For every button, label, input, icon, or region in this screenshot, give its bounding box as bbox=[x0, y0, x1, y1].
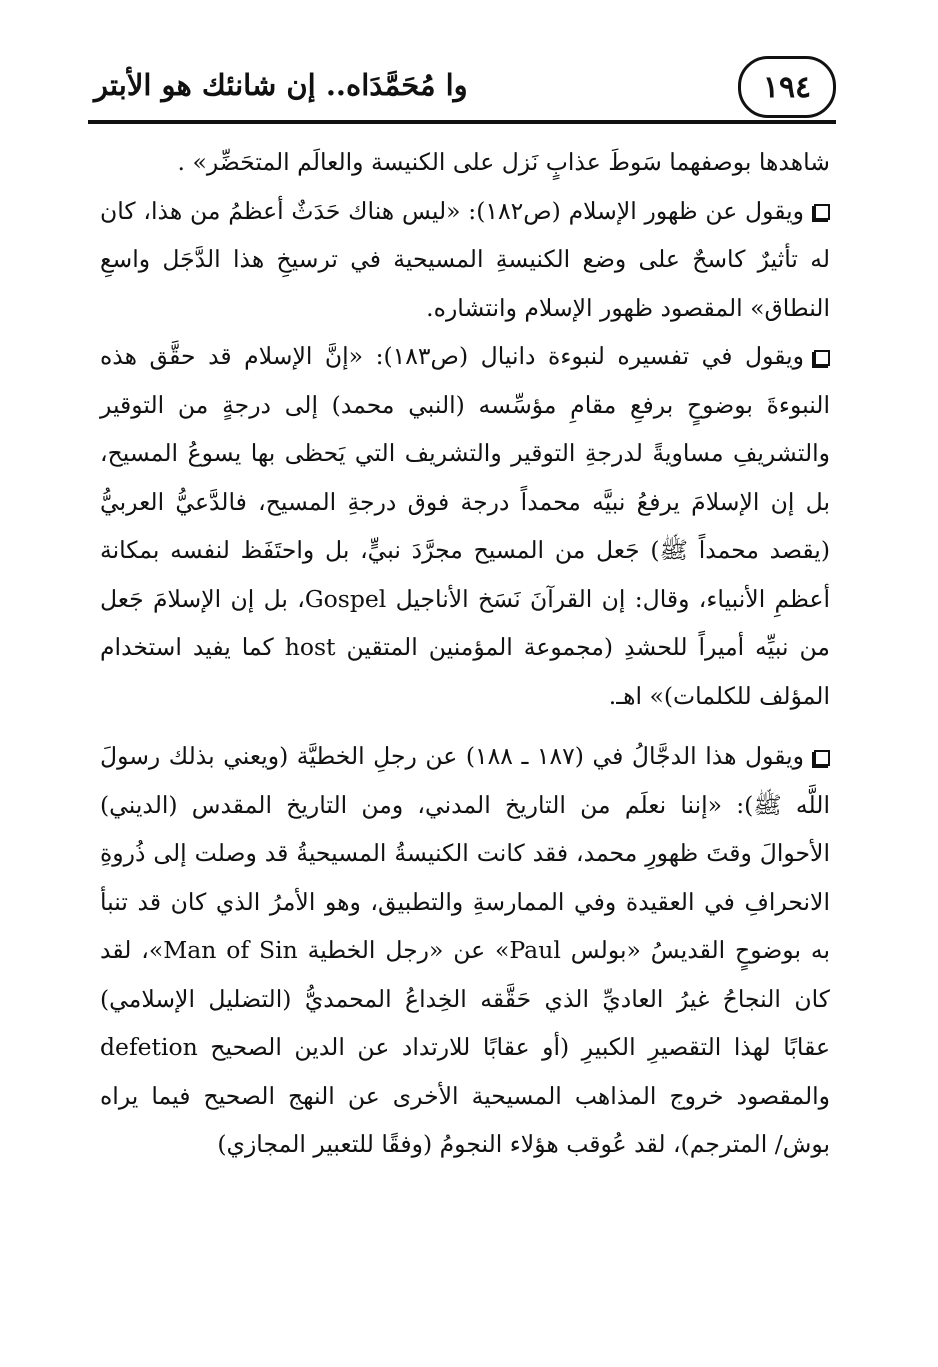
paragraph-rise-of-islam bbox=[100, 187, 830, 333]
page-header bbox=[88, 48, 836, 124]
square-bullet-icon bbox=[814, 750, 830, 766]
paragraph-continuation bbox=[100, 138, 830, 187]
body-text bbox=[100, 138, 830, 1169]
running-title: وا مُحَمَّدَاه.. إن شانئك هو الأبتر bbox=[94, 68, 468, 102]
paragraph-text: شاهدها بوصفهما سَوطَ عذابٍ نَزل على الكنيسة والعالَم المتحَضِّر» . bbox=[177, 148, 830, 176]
paragraph-daniel-prophecy bbox=[100, 332, 830, 720]
square-bullet-icon bbox=[814, 350, 830, 366]
paragraph-man-of-sin bbox=[100, 732, 830, 1169]
square-bullet-icon bbox=[814, 204, 830, 220]
page-number: ١٩٤ bbox=[738, 56, 836, 118]
paragraph-text: ويقول هذا الدجَّالُ في (١٨٧ ـ ١٨٨) عن رجلِ الخطيَّة (ويعني بذلك رسولَ اللَّه ﷺ): «إننا نعلَم من التاريخ المدني، ومن التاريخ المقدس (الديني) الأحوالَ وقتَ ظهورِ محمد، فقد كانت الكنيسةُ المسيحيةُ قد وصلت إلى ذُروةِ الانحرافِ في العقيدة وفي الممارسةِ والتطبيق، وهو الأمرُ الذي كان قد تنبأ به بوضوحٍ القديسُ «بولس Paul» عن «رجل الخطية Man of Sin»، لقد كان النجاحُ غيرُ العاديِّ الذي حَقَّقه الخِداعُ المحمديُّ (التضليل الإسلامي) عقابًا لهذا التقصيرِ الكبيرِ (أو عقابًا للارتداد عن الدين الصحيح defetion والمقصود خروج المذاهب المسيحية الأخرى عن النهج الصحيح فيما يراه بوش/ المترجم)، لقد عُوقب هؤلاء النجومُ (وفقًا للتعبير المجازي) bbox=[100, 742, 830, 1158]
paragraph-text: ويقول عن ظهور الإسلام (ص١٨٢): «ليس هناك حَدَثٌ أعظمُ من هذا، كان له تأثيرٌ كاسحٌ على وضع الكنيسةِ المسيحية في ترسيخِ هذا الدَّجَل واسعِ النطاق» المقصود ظهور الإسلام وانتشاره. bbox=[100, 196, 830, 322]
paragraph-text: ويقول في تفسيره لنبوءة دانيال (ص١٨٣): «إنَّ الإسلام قد حقَّق هذه النبوءةَ بوضوحٍ برفعِ مقامِ مؤسِّسه (النبي محمد) إلى درجةٍ من التوقير والتشريفِ مساويةً لدرجةِ التوقير والتشريف التي يَحظى بها يسوعُ المسيح، بل إن الإسلامَ يرفعُ نبيَّه محمداً درجة فوق درجةِ المسيح، فالدَّعيُّ العربيُّ (يقصد محمداً ﷺ) جَعل من المسيح مجرَّدَ نبيٍّ، بل واحتَفَظ لنفسه بمكانة أعظمِ الأنبياء، وقال: إن القرآنَ نَسَخ الأناجيل Gospel، بل إن الإسلامَ جَعل من نبيِّه أميراً للحشدِ (مجموعة المؤمنين المتقين host كما يفيد استخدام المؤلف للكلمات)» اهـ. bbox=[100, 342, 831, 710]
header-rule bbox=[88, 120, 836, 124]
